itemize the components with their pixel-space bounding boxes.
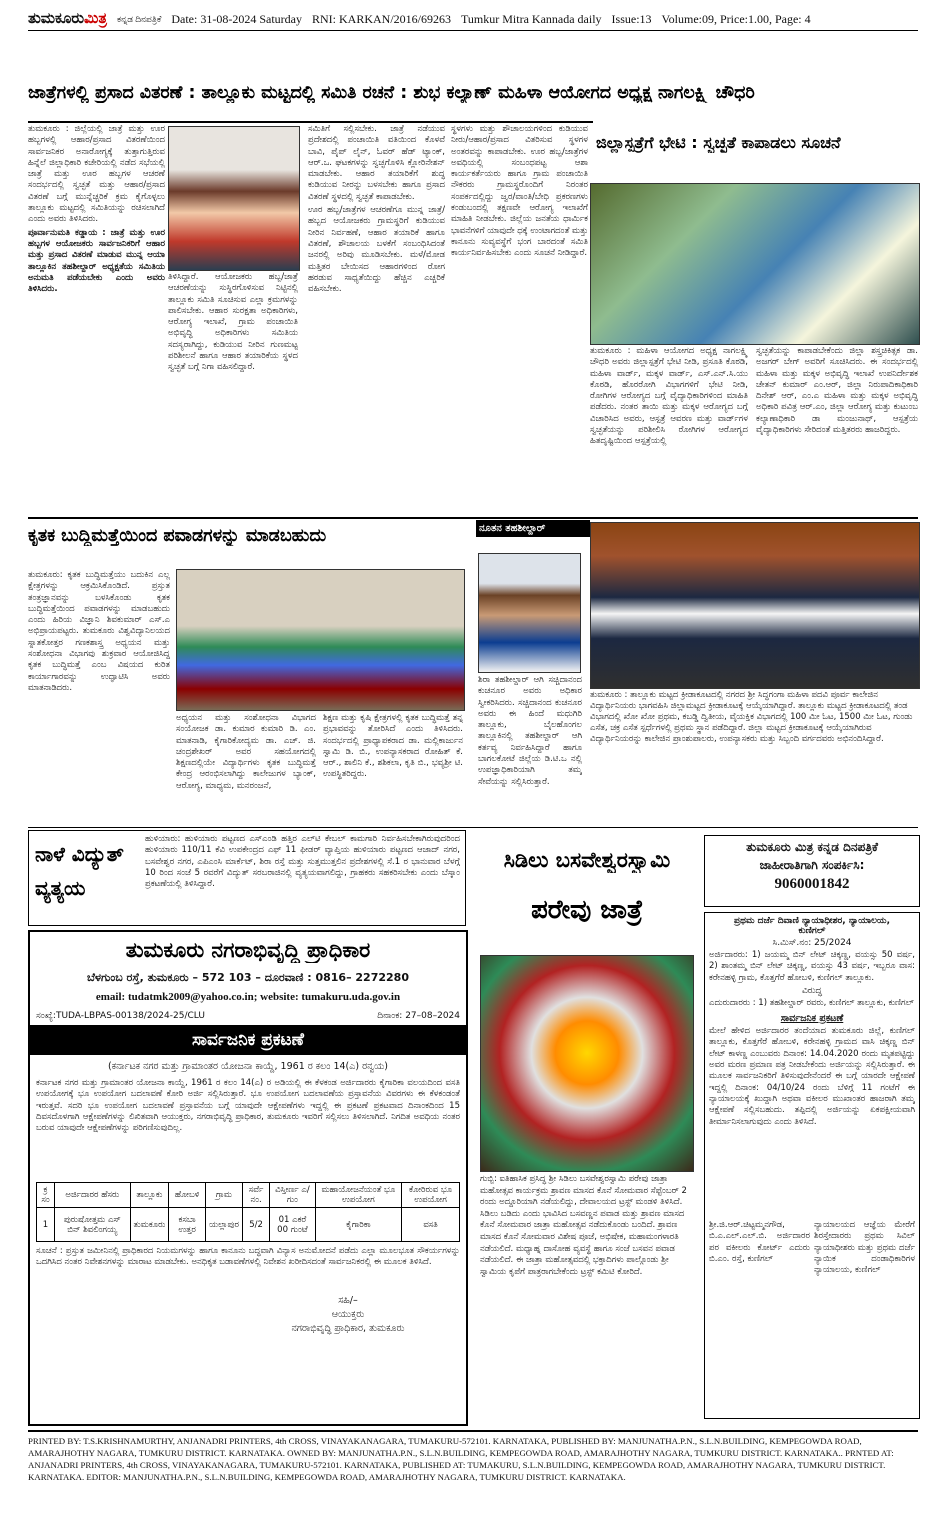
tuda-sign-2: ಆಯುಕ್ತರು (331, 1309, 365, 1320)
tuda-email: email: tudatmk2009@yahoo.co.in; website: tumakuru.uda.gov.in (95, 991, 401, 1003)
power-cut-text: ಹುಳಿಯಾರು: ಹುಳಿಯಾರು ಪಟ್ಟಣದ ಎಸ್‌ಎಂಡಿ ಹತ್ತಿರ ಎಲ್‌ಟಿ ಕೇಬಲ್ ಕಾಮಗಾರಿ ನಿರ್ವಹಿಸಬೇಕಾಗಿರುವುದರಿಂದ ಹುಳಿಯಾರು 110/11 ಕೆವಿ ಉಪಕೇಂದ್ರದ ಎಫ್ 11 ಫೀಡರ್ ವ್ಯಾಪ್ತಿಯ ಹುಳಿಯಾರು ಪಟ್ಟಣದ ಆಜಾದ್ ನಗರ, ಬಸವೇಶ್ವರ ನಗರ, ಎಪಿಎಂಸಿ ಮಾರ್ಕೆಟ್, ಶಿರಾ ರಸ್ತೆ ಮತ್ತು ಸುತ್ತಮುತ್ತಲಿನ ಪ್ರದೇಶಗಳಲ್ಲಿ ಸೆ.1 ರ ಭಾನುವಾರ ಬೆಳಗ್ಗೆ 10 ರಿಂದ ಸಂಜೆ 5 ರವರೆಗೆ ವಿದ್ಯುತ್ ಸರಬರಾಜಿನಲ್ಲಿ ವ್ಯತ್ಯಯವಾಗಲಿದ್ದು, ಗ್ರಾಹಕರು ಸಹಕರಿಸಬೇಕು ಎಂದು ಬೆಸ್ಕಾಂ ಪ್ರಕಟಣೆಯಲ್ಲಿ ತಿಳಿಸಿದ್ದಾರೆ. (145, 834, 460, 890)
petitioners: ಅರ್ಜಿದಾರರು: 1) ಜಯಮ್ಮ ಬಿನ್ ಲೇಟ್ ಚಿಕ್ಕಣ್ಣ, ವಯಸ್ಸು 50 ವರ್ಷ, 2) ಶಾಂತಮ್ಮ ಬಿನ್ ಲೇಟ್ ಚಿಕ್ಕಣ್ಣ, ವಯಸ್ಸು 43 ವರ್ಷ, ಇಬ್ಬರೂ ವಾಸ: ಕರೇನಹಳ್ಳಿ ಗ್ರಾಮ, ಕೊತ್ತಗೆರೆ ಹೋಬಳಿ, ಕುಣಿಗಲ್ ತಾಲ್ಲೂಕು. (709, 950, 915, 983)
table-header: ಮಹಾಯೋಜನೆಯಂತೆ ಭೂ ಉಪಯೋಗ (315, 1183, 401, 1208)
logo-subtitle: ಕನ್ನಡ ದಿನಪತ್ರಿಕೆ (116, 13, 162, 24)
sports-team-photo (590, 522, 920, 689)
story1-column-3 (308, 124, 445, 514)
power-cut-box (28, 830, 466, 926)
logo-red-text: ಮಿತ್ರ (84, 11, 107, 27)
court-signature: ನ್ಯಾಯಾಲಯದ ಆಜ್ಞೆಯ ಮೇರೆಗೆ ಶಿರಸ್ತೇದಾರರು ಪ್ರಥಮ ಸಿವಿಲ್ ನ್ಯಾಯಾಧೀಶರು ಮತ್ತು ಪ್ರಥಮ ದರ್ಜೆ ನ್ಯಾಯಿಕ ದಂಡಾಧಿಕಾರಿಗಳ ನ್ಯಾಯಾಲಯ, ಕುಣಿಗಲ್ (814, 1220, 915, 1276)
table-header: ಅರ್ಜಿದಾರರ ಹೆಸರು (55, 1183, 131, 1208)
story3-headline: ಕೃತಕ ಬುದ್ಧಿಮತ್ತೆಯಿಂದ ಪವಾಡಗಳನ್ನು ಮಾಡಬಹುದು (28, 526, 327, 546)
advocate-signature: ಶ್ರೀ.ಜಿ.ಆರ್.ಚಿಟ್ಟಮ್ಮನಗೌಡ, ಬಿ.ಎ.ಎಲ್.ಎಲ್.ಬಿ. ಅರ್ಜಿದಾರರ ಪರ ವಕೀಲರು ಕೋರ್ಟ್ ಎದುರು ಬಿ.ಎಂ. ರಸ್ತೆ, ಕುಣಿಗಲ್ (709, 1220, 810, 1265)
tuda-sign-1: ಸಹಿ/– (338, 1295, 358, 1306)
table-cell: ಯಲ್ಲಾಪುರ (205, 1208, 242, 1242)
volume-price-page: Volume:09, Price:1.00, Page: 4 (661, 11, 811, 26)
table-cell: ಕೈಗಾರಿಕಾ (315, 1208, 401, 1242)
tuda-note: ಸೂಚನೆ : ಪ್ರಸ್ತುತ ಜಮೀನಿನಲ್ಲಿ ಪ್ರಾಧಿಕಾರದ ನಿಯಮಗಳನ್ನು ಹಾಗೂ ಕಾನೂನು ಬದ್ಧವಾಗಿ ವಿನ್ಯಾಸ ಅನುಮೋದನೆ ಪಡೆದು ಎಲ್ಲಾ ಮೂಲಭೂತ ಸೌಕರ್ಯಗಳನ್ನು ಒದಗಿಸಿದ ನಂತರ ನಿವೇಶನಗಳನ್ನು ಮಾರಾಟ ಮಾಡಬೇಕು. ಅನಧಿಕೃತ ಬಡಾವಣೆಗಳಲ್ಲಿ ನಿವೇಶನ ಖರೀದಿಸದಂತೆ ಸಾರ್ವಜನಿಕರಲ್ಲಿ ಈ ಮೂಲಕ ತಿಳಿಸಿದೆ. (36, 1246, 460, 1268)
table-cell: ಕಸಬಾ ಉತ್ತರ (169, 1208, 206, 1242)
story2-column-2 (756, 346, 918, 514)
table-header: ವಿಸ್ತೀರ್ಣ ಎ/ಗುಂ (270, 1183, 315, 1208)
story3-paragraph: ಅಧ್ಯಯನ ಮತ್ತು ಸಂಶೋಧನಾ ವಿಭಾಗದ ಸಂಯೋಜಕ ಡಾ. ಕುಮಾರ ಕುಮಾರಿ ಡಿ. ಎಂ. ಮಾತನಾಡಿ, ಕೈಗಾರಿಕೋದ್ಯಮ ಡಾ. ಎಚ್. ಜಿ. ಚಂದ್ರಶೇಖರ್ ಅವರ ಸಹಯೋಗದಲ್ಲಿ ಶಿಕ್ಷಣದಲ್ಲಿಯೇ ವಿದ್ಯಾರ್ಥಿಗಳು ಕೃತಕ ಬುದ್ಧಿಮತ್ತೆ ಕೇಂದ್ರ ಆರಂಭಿಸಲಾಗಿದ್ದು ಕಾಲೇಜುಗಳ ಬ್ಯಾಂಕ್, ಆರೋಗ್ಯ, ಮಾಧ್ಯಮ, ಮನರಂಜನೆ, (176, 713, 316, 791)
story1-headline: ಜಾತ್ರೆಗಳಲ್ಲಿ ಪ್ರಸಾದ ವಿತರಣೆ : ತಾಲ್ಲೂಕು ಮಟ್ಟದಲ್ಲಿ ಸಮಿತಿ ರಚನೆ : ಶುಭ ಕಲ್ಯಾಣ್ ಮಹಿಳಾ ಆಯೋಗದ ಅಧ್ಯಕ್ಷ ನಾಗಲಕ್ಷ್ಮಿ ಚೌಧರಿ (28, 83, 755, 103)
tuda-act: (ಕರ್ನಾಟಕ ನಗರ ಮತ್ತು ಗ್ರಾಮಾಂತರ ಯೋಜನಾ ಕಾಯ್ದೆ, 1961 ರ ಕಲಂ 14(ಎ) ರನ್ವಯ) (108, 1061, 388, 1072)
case-number: ಸಿ.ಮಿಸ್.ನಂ: 25/2024 (772, 938, 852, 948)
respondent: ಎದುರುದಾರರು : 1) ತಹಶೀಲ್ದಾರ್ ರವರು, ಕುಣಿಗಲ್ ತಾಲ್ಲೂಕು, ಕುಣಿಗಲ್ (709, 997, 914, 1008)
contact-phone: 9060001842 (774, 876, 850, 892)
table-header: ಕೋರಿರುವ ಭೂ ಉಪಯೋಗ (402, 1183, 460, 1208)
imprint-footer: PRINTED BY: T.S.KRISHNAMURTHY, ANJANADRI PRINTERS, 4th CROSS, VINAYAKANAGARA, TUMAKURU-572101. KARNATAKA, PUBLISHED BY: MANJUNATHA.P.N., S.L.N.BUILDING, KEMPEGOWDA ROAD, AMARAJHOTHY NAGARA, TUMKURU DISTRICT. KARNATAKA. OWNED BY: MANJUNATHA.P.N., S.L.N.BUILDING, KEMPEGOWDA ROAD, AMARAJHOTHY NAGARA, TUMKURU DISTRICT. KARNATAKA.. PRNTED AT: ANJANADRI PRINTERS, 4th CROSS, VINAYAKANAGARA, TUMAKURU-572101. KARNATAKA, PUBLISHED AT: TUMAKURU, S.L.N.BUILDING, KEMPEGOWDA ROAD, AMARAJHOTHY NAGARA, TUMKURU DISTRICT. KARNATAKA. EDITOR: MANJUNATHA.P.N., S.L.N.BUILDING, KEMPEGOWDA ROAD, AMARAJHOTHY NAGARA, TUMKURU DISTRICT. KARNATAKA. (28, 1430, 918, 1483)
table-header: ತಾಲ್ಲೂಕು (130, 1183, 169, 1208)
story3-column-2 (176, 713, 316, 825)
issue-number: Issue:13 (611, 11, 652, 26)
story1-column-4 (451, 124, 588, 514)
advertise-contact-box (704, 835, 920, 907)
contact-line-2: ಜಾಹೀರಾತಿಗಾಗಿ ಸಂಪರ್ಕಿಸಿ: (759, 858, 865, 872)
divider (28, 827, 918, 828)
divider (28, 517, 918, 519)
divider (28, 121, 593, 123)
story3-paragraph: ತುಮಕೂರು: ಕೃತಕ ಬುದ್ಧಿಮತ್ತೆಯು ಬದುಕಿನ ಎಲ್ಲ ಕ್ಷೇತ್ರಗಳನ್ನು ಆಕ್ರಮಿಸಿಕೊಂಡಿದೆ. ಪ್ರಸ್ತುತ ತಂತ್ರಜ್ಞಾನವನ್ನು ಬಳಸಿಕೊಂಡು ಕೃತಕ ಬುದ್ಧಿಮತ್ತೆಯಿಂದ ಪವಾಡಗಳನ್ನು ಮಾಡಬಹುದು ಎಂದು ಹಿರಿಯ ವಿಜ್ಞಾನಿ ಶಿವಕುಮಾರ್ ಎಸ್.ಎ ಅಭಿಪ್ರಾಯಪಟ್ಟರು. ತುಮಕೂರು ವಿಶ್ವವಿದ್ಯಾನಿಲಯದ ಸ್ನಾತಕೋತ್ತರ ಗಣಕಶಾಸ್ತ್ರ ಅಧ್ಯಯನ ಮತ್ತು ಸಂಶೋಧನಾ ವಿಭಾಗವು ಶುಕ್ರವಾರ ಆಯೋಜಿಸಿದ್ದ ಕೃತಕ ಬುದ್ಧಿಮತ್ತೆ ಎಂಬ ವಿಷಯದ ಕುರಿತ ಕಾರ್ಯಾಗಾರವನ್ನು ಉದ್ಘಾಟಿಸಿ ಅವರು ಮಾತನಾಡಿದರು. (28, 570, 170, 693)
court-notice-box (704, 912, 920, 1419)
sports-caption: ತುಮಕೂರು : ತಾಲ್ಲೂಕು ಮಟ್ಟದ ಕ್ರೀಡಾಕೂಟದಲ್ಲಿ ನಗರದ ಶ್ರೀ ಸಿದ್ಧಗಂಗಾ ಮಹಿಳಾ ಪದವಿ ಪೂರ್ವ ಕಾಲೇಜಿನ ವಿದ್ಯಾರ್ಥಿನಿಯರು ಭಾಗವಹಿಸಿ ಜಿಲ್ಲಾಮಟ್ಟದ ಕ್ರೀಡಾಕೂಟಕ್ಕೆ ಆಯ್ಕೆಯಾಗಿದ್ದಾರೆ. ತಾಲ್ಲೂಕು ಮಟ್ಟದ ಕ್ರೀಡಾಕೂಟದಲ್ಲಿ ತಂಡ ವಿಭಾಗದಲ್ಲಿ ಖೋ ಖೋ ಪ್ರಥಮ, ಕಬಡ್ಡಿ ದ್ವಿತೀಯ, ವೈಯಕ್ತಿಕ ವಿಭಾಗದಲ್ಲಿ 100 ಮೀ ಓಟ, 1500 ಮೀ ಓಟ, ಗುಂಡು ಎಸೆತ, ಚಕ್ರ ಎಸೆತ ಸ್ಪರ್ಧೆಗಳಲ್ಲಿ ಪ್ರಥಮ ಸ್ಥಾನ ಪಡೆದಿದ್ದಾರೆ. ಜಿಲ್ಲಾ ಮಟ್ಟದ ಕ್ರೀಡಾಕೂಟಕ್ಕೆ ಆಯ್ಕೆಯಾಗಿರುವ ವಿದ್ಯಾರ್ಥಿನಿಯರನ್ನು ಕಾಲೇಜಿನ ಪ್ರಾಂಶುಪಾಲರು, ಉಪನ್ಯಾಸಕರು ಮತ್ತು ಸಿಬ್ಬಂದಿ ವರ್ಗದವರು ಅಭಿನಂದಿಸಿದ್ದಾರೆ. (590, 690, 913, 744)
newspaper-logo (28, 10, 107, 28)
table-header: ಸರ್ವೆ ನಂ. (242, 1183, 269, 1208)
tuda-sign-3: ನಗರಾಭಿವೃದ್ಧಿ ಪ್ರಾಧಿಕಾರ, ತುಮಕೂರು (291, 1323, 405, 1334)
story2-column-1 (590, 346, 748, 514)
story1-paragraph: ತುಮಕೂರು : ಜಿಲ್ಲೆಯಲ್ಲಿ ಜಾತ್ರೆ ಮತ್ತು ಊರ ಹಬ್ಬಗಳಲ್ಲಿ ಆಹಾರ/ಪ್ರಸಾದ ವಿತರಣೆಯಿಂದ ಸಾರ್ವಜನಿಕರ ಅನಾರೋಗ್ಯಕ್ಕೆ ತುತ್ತಾಗುತ್ತಿರುವ ಹಿನ್ನೆಲೆ ಜಿಲ್ಲಾಧಿಕಾರಿ ಕಚೇರಿಯಲ್ಲಿ ನಡೆದ ಸಭೆಯಲ್ಲಿ ಜಾತ್ರೆ ಮತ್ತು ಊರ ಹಬ್ಬಗಳ ಆಚರಣೆ ಸಂದರ್ಭದಲ್ಲಿ ಸ್ವಚ್ಛತೆ ಮತ್ತು ಆಹಾರ/ಪ್ರಸಾದ ವಿತರಣೆ ಬಗ್ಗೆ ಮುನ್ನೆಚ್ಚರಿಕೆ ಕ್ರಮ ಕೈಗೊಳ್ಳಲು ತಾಲ್ಲೂಕು ಮಟ್ಟದಲ್ಲಿ ಸಮಿತಿಯನ್ನು ರಚಿಸಲಾಗಿದೆ ಎಂದು ಅವರು ತಿಳಿಸಿದರು. (28, 124, 165, 225)
tuda-notice-banner: ಸಾರ್ವಜನಿಕ ಪ್ರಕಟಣೆ (30, 1025, 466, 1055)
story2-headline: ಜಿಲ್ಲಾಸ್ಪತ್ರೆಗೆ ಭೇಟಿ : ಸ್ವಚ್ಛತೆ ಕಾಪಾಡಲು ಸೂಚನೆ (596, 133, 841, 152)
table-cell: 01 ಎಕರೆ 00 ಗುಂಟೆ (270, 1208, 315, 1242)
issue-date: Date: 31-08-2024 Saturday (171, 11, 302, 26)
court-title: ಪ್ರಥಮ ದರ್ಜೆ ದಿವಾಣಿ ನ್ಯಾಯಾಧೀಶರ, ನ್ಯಾಯಾಲಯ, (734, 916, 890, 926)
portrait-photo (168, 126, 300, 271)
court-notice-body: ಮೇಲೆ ಹೇಳಿದ ಅರ್ಜಿದಾರರ ತಂದೆಯಾದ ತುಮಕೂರು ಜಿಲ್ಲೆ, ಕುಣಿಗಲ್ ತಾಲ್ಲೂಕು, ಕೊತ್ತಗೆರೆ ಹೋಬಳಿ, ಕರೇನಹಳ್ಳಿ ಗ್ರಾಮದ ವಾಸಿ ಚಿಕ್ಕಣ್ಣ ಬಿನ್ ಲೇಟ್ ಕಾಳಣ್ಣ ಎಂಬುವರು ದಿನಾಂಕ: 14.04.2020 ರಂದು ಮೃತಪಟ್ಟಿದ್ದು ಅವರ ಮರಣ ಪ್ರಮಾಣ ಪತ್ರ ನೀಡಬೇಕೆಂದು ಅರ್ಜಿಯನ್ನು ಸಲ್ಲಿಸಿರುತ್ತಾರೆ. ಈ ಮೂಲಕ ಸಾರ್ವಜನಿಕರಿಗೆ ತಿಳಿಸುವುದೇನೆಂದರೆ ಈ ಬಗ್ಗೆ ಯಾರದೇ ಆಕ್ಷೇಪಣೆ ಇದ್ದಲ್ಲಿ ದಿನಾಂಕ: 04/10/24 ರಂದು ಬೆಳಿಗ್ಗೆ 11 ಗಂಟೆಗೆ ಈ ನ್ಯಾಯಾಲಯಕ್ಕೆ ಖುದ್ದಾಗಿ ಅಥವಾ ವಕೀಲರ ಮುಖಾಂತರ ಹಾಜರಾಗಿ ತಮ್ಮ ಆಕ್ಷೇಪಣೆ ಸಲ್ಲಿಸಬಹುದು. ತಪ್ಪಿದಲ್ಲಿ ಅರ್ಜಿಯನ್ನು ಏಕಪಕ್ಷೀಯವಾಗಿ ತೀರ್ಮಾನಿಸಲಾಗುವುದು ಎಂದು ತಿಳಿಸಿದೆ. (709, 1026, 915, 1127)
logo-text: ತುಮಕೂರು (28, 11, 85, 27)
table-cell: ಪುರುಷೋತ್ತಮ ಎಸ್ ಬಿನ್ ಶಿವಲಿಂಗಯ್ಯ (55, 1208, 131, 1242)
workshop-group-photo (176, 569, 465, 711)
story1-paragraph: ಊರ ಹಬ್ಬ/ಜಾತ್ರೆಗಳ ಆಚರಣೆಗೂ ಮುನ್ನ ಜಾತ್ರೆ/ಹಬ್ಬದ ಆಯೋಜಕರು ಗ್ರಾಮಸ್ಥರಿಗೆ ಕುಡಿಯುವ ನೀರಿನ ನಿರ್ವಹಣೆ, ಆಹಾರ ತಯಾರಿಕೆ ಹಾಗೂ ವಿತರಣೆ, ಶೌಚಾಲಯ ಬಳಕೆಗೆ ಸಂಬಂಧಿಸಿದಂತೆ ಜನರಲ್ಲಿ ಅರಿವು ಮೂಡಿಸಬೇಕು. ಮಳೆ/ಮೋಡ ಮತ್ತಿತರ ಬೇಯಿಸದ ಆಹಾರಗಳಿಂದ ರೋಗ ಹರಡುವ ಸಾಧ್ಯತೆಯಿದ್ದು ಹೆಚ್ಚಿನ ಎಚ್ಚರಿಕೆ ವಹಿಸಬೇಕು. (308, 205, 445, 295)
hospital-visit-photo (590, 183, 920, 345)
tahsildar-headline: ನೂತನ ತಹಶೀಲ್ದಾರ್ (476, 520, 590, 537)
table-header: ಹೋಬಳಿ (169, 1183, 206, 1208)
table-header: ಗ್ರಾಮ (205, 1183, 242, 1208)
table-cell: 1 (37, 1208, 55, 1242)
sidilu-headline-2: ಪರೇವು ಜಾತ್ರೆ (531, 895, 643, 925)
table-row (37, 1208, 460, 1242)
story1-paragraph: ಪೂರ್ವಾನುಮತಿ ಕಡ್ಡಾಯ : ಜಾತ್ರೆ ಮತ್ತು ಊರ ಹಬ್ಬಗಳ ಆಯೋಜಕರು ಸಾರ್ವಜನಿಕರಿಗೆ ಆಹಾರ ಮತ್ತು ಪ್ರಸಾದ ವಿತರಣೆ ಮಾಡುವ ಮುನ್ನ ಆಯಾ ತಾಲ್ಲೂಕಿನ ತಹಶೀಲ್ದಾರ್ ಅಧ್ಯಕ್ಷತೆಯ ಸಮಿತಿಯ ಅನುಮತಿ ಪಡೆಯಬೇಕು ಎಂದು ಅವರು ತಿಳಿಸಿದರು. (28, 227, 165, 295)
tahsildar-photo (478, 553, 581, 673)
contact-line-1: ತುಮಕೂರು ಮಿತ್ರ ಕನ್ನಡ ದಿನಪತ್ರಿಕೆ (746, 840, 878, 854)
sidilu-caption: ಗುಬ್ಬಿ: ಐತಿಹಾಸಿಕ ಪ್ರಸಿದ್ಧ ಶ್ರೀ ಸಿಡಿಲು ಬಸವೇಶ್ವರಸ್ವಾಮಿ ಪರೇವು ಜಾತ್ರಾ ಮಹೋತ್ಸವ ಕಾರ್ಯಕ್ರಮ ಶ್ರಾವಣ ಮಾಸದ ಕೊನೆ ಸೋಮವಾರ ಸೆಪ್ಟೆಂಬರ್ 2 ರಂದು ಅದ್ದೂರಿಯಾಗಿ ನಡೆಯಲಿದ್ದು, ದೇವಾಲಯದ ಟ್ರಸ್ಟ್ ಮಂಡಳಿ ತಿಳಿಸಿದೆ. ಸಿಡಿಲು ಬಡಿದು ಎಂದು ಭಾವಿಸಿದ ಬಸವಣ್ಣನ ಪವಾಡ ಮತ್ತು ಶ್ರಾವಣ ಮಾಸದ ಕೊನೆ ಸೋಮವಾರ ಜಾತ್ರಾ ಮಹೋತ್ಸವ ನಡೆದುಕೊಂಡು ಬಂದಿದೆ. ಶ್ರಾವಣ ಮಾಸದ ಕೊನೆ ಸೋಮವಾರ ವಿಶೇಷ ಪೂಜೆ, ಅಭಿಷೇಕ, ಮಹಾಮಂಗಳಾರತಿ ನಡೆಯಲಿದೆ. ಮಧ್ಯಾಹ್ನ ದಾಸೋಹ ವ್ಯವಸ್ಥೆ ಹಾಗೂ ಸಂಜೆ ಬಸವನ ಪವಾಡ ನಡೆಯಲಿದೆ. ಈ ಜಾತ್ರಾ ಮಹೋತ್ಸವದಲ್ಲಿ ಭಕ್ತಾದಿಗಳು ಪಾಲ್ಗೊಂಡು ಶ್ರೀ ಸ್ವಾಮಿಯ ಕೃಪೆಗೆ ಪಾತ್ರರಾಗಬೇಕೆಂದು ಟ್ರಸ್ಟ್ ಕಮಿಟಿ ಕೋರಿದೆ. (480, 1174, 687, 1277)
versus-label: ವಿರುದ್ಧ (802, 985, 822, 996)
story3-paragraph: ಶಿಕ್ಷಣ ಮತ್ತು ಕೃಷಿ ಕ್ಷೇತ್ರಗಳಲ್ಲಿ ಕೃತಕ ಬುದ್ಧಿಮತ್ತೆ ತನ್ನ ಪ್ರಭಾವವನ್ನು ತೋರಿಸಿದೆ ಎಂದು ತಿಳಿಸಿದರು. ಸಂದರ್ಭದಲ್ಲಿ ಪ್ರಾಧ್ಯಾಪಕರಾದ ಡಾ. ಮಲ್ಲಿಕಾರ್ಜುನ ಸ್ವಾಮಿ ಡಿ. ಬಿ., ಉಪನ್ಯಾಸಕರಾದ ರೋಹಿತ್ ಕೆ. ಆರ್., ಶಾಲಿನಿ ಕೆ., ಶಶಿಕಲಾ, ಕೃತಿ ಬಿ., ಭವ್ಯಶ್ರೀ ಟಿ. ಉಪಸ್ಥಿತರಿದ್ದರು. (323, 713, 463, 780)
rni-number: RNI: KARKAN/2016/69263 (311, 11, 451, 26)
masthead (28, 8, 918, 31)
tahsildar-paragraph: ಶಿರಾ ತಹಶೀಲ್ದಾರ್ ಆಗಿ ಸಚ್ಚಿದಾನಂದ ಕುಚನೂರ ಅವರು ಅಧಿಕಾರ ಸ್ವೀಕರಿಸಿದರು. ಸಚ್ಚಿದಾನಂದ ಕುಚನೂರ ಅವರು ಈ ಹಿಂದೆ ಮಧುಗಿರಿ ತಾಲ್ಲೂಕು, ಬೈಲಹೊಂಗಲ ತಾಲ್ಲೂಕಿನಲ್ಲಿ ತಹಶೀಲ್ದಾರ್ ಆಗಿ ಕರ್ತವ್ಯ ನಿರ್ವಹಿಸಿದ್ದಾರೆ ಹಾಗೂ ಬಾಗಲಕೋಟೆ ಜಿಲ್ಲೆಯ ಡಿ.ಟಿ.ಒ ನಲ್ಲಿ ಉಪಜ್ಞಾಧಿಕಾರಿಯಾಗಿ ತಮ್ಮ ಸೇವೆಯನ್ನು ಸಲ್ಲಿಸಿರುತ್ತಾರೆ. (478, 675, 582, 787)
story1-column-1 (28, 124, 165, 514)
table-header: ಕ್ರ ಸಂ (37, 1183, 55, 1208)
table-cell: 5/2 (242, 1208, 269, 1242)
story2-paragraph: ತುಮಕೂರು : ಮಹಿಳಾ ಆಯೋಗದ ಅಧ್ಯಕ್ಷ ನಾಗಲಕ್ಷ್ಮಿ ಚೌಧರಿ ಅವರು ಜಿಲ್ಲಾಸ್ಪತ್ರೆಗೆ ಭೇಟಿ ನೀಡಿ, ಪ್ರಸೂತಿ ಕೊಠಡಿ, ಮಹಿಳಾ ವಾರ್ಡ್, ಮಕ್ಕಳ ವಾರ್ಡ್, ಎಸ್.ಎನ್.ಸಿ.ಯು ಕೊಠಡಿ, ಹೊರರೋಗಿ ವಿಭಾಗಗಳಿಗೆ ಭೇಟಿ ನೀಡಿ, ರೋಗಿಗಳ ಆರೋಗ್ಯದ ಬಗ್ಗೆ ವೈದ್ಯಾಧಿಕಾರಿಗಳಿಂದ ಮಾಹಿತಿ ಪಡೆದರು. ನಂತರ ತಾಯಿ ಮತ್ತು ಮಕ್ಕಳ ಆರೋಗ್ಯದ ಬಗ್ಗೆ ವಿಚಾರಿಸಿದ ಅವರು, ಆಸ್ಪತ್ರೆ ಆವರಣ ಮತ್ತು ವಾರ್ಡ್‌ಗಳ ಸ್ವಚ್ಛತೆಯನ್ನು ಪರಿಶೀಲಿಸಿ ರೋಗಿಗಳ ಆರೋಗ್ಯದ ಹಿತದೃಷ್ಟಿಯಿಂದ ಆಸ್ಪತ್ರೆಯಲ್ಲಿ (590, 346, 748, 447)
tuda-address: ಬೆಳಗುಂಬ ರಸ್ತೆ, ತುಮಕೂರು – 572 103 – ದೂರವಾಣಿ : 0816– 2272280 (87, 971, 409, 984)
tahsildar-text (478, 675, 582, 825)
story1-paragraph: ಸಮಿತಿಗೆ ಸಲ್ಲಿಸಬೇಕು. ಜಾತ್ರೆ ನಡೆಯುವ ಪ್ರದೇಶದಲ್ಲಿ ಪಂಚಾಯಿತಿ ವತಿಯಿಂದ ಕೊಳವೆ ಬಾವಿ, ಪೈಪ್ ಲೈನ್, ಓವರ್ ಹೆಡ್ ಟ್ಯಾಂಕ್, ಆರ್.ಒ. ಘಟಕಗಳನ್ನು ಸ್ವಚ್ಛಗೊಳಿಸಿ ಕ್ಲೋರಿನೇಶನ್ ಮಾಡಬೇಕು. ಆಹಾರ ತಯಾರಿಕೆಗೆ ಶುದ್ಧ ಕುಡಿಯುವ ನೀರನ್ನು ಬಳಸಬೇಕು ಹಾಗೂ ಪ್ರಸಾದ ವಿತರಣೆ ಸ್ಥಳದಲ್ಲಿ ಸ್ವಚ್ಛತೆ ಕಾಪಾಡಬೇಕು. (308, 124, 445, 202)
power-cut-headline: ನಾಳೆ ವಿದ್ಯುತ್ ವ್ಯತ್ಯಯ (35, 842, 124, 900)
story3-column-3 (323, 713, 463, 825)
story1-paragraph: ತಿಳಿಸಿದ್ದಾರೆ. ಆಯೋಜಕರು ಹಬ್ಬ/ಜಾತ್ರೆ ಆಚರಣೆಯನ್ನು ಸುಸ್ಥಿರಗೊಳಿಸುವ ನಿಟ್ಟಿನಲ್ಲಿ ತಾಲ್ಲೂಕು ಸಮಿತಿ ಸೂಚಿಸುವ ಎಲ್ಲಾ ಕ್ರಮಗಳನ್ನು ಪಾಲಿಸಬೇಕು. ಆಹಾರ ಸುರಕ್ಷತಾ ಅಧಿಕಾರಿಗಳು, ಆರೋಗ್ಯ ಇಲಾಖೆ, ಗ್ರಾಮ ಪಂಚಾಯಿತಿ ಅಭಿವೃದ್ಧಿ ಅಧಿಕಾರಿಗಳು ಸಮಿತಿಯ ಸದಸ್ಯರಾಗಿದ್ದು, ಕುಡಿಯುವ ನೀರಿನ ಗುಣಮಟ್ಟ ಪರಿಶೀಲನೆ ಹಾಗೂ ಆಹಾರ ತಯಾರಿಕೆಯ ಸ್ಥಳದ ಸ್ವಚ್ಛತೆ ಬಗ್ಗೆ ನಿಗಾ ವಹಿಸಲಿದ್ದಾರೆ. (168, 272, 298, 373)
temple-idol-photo (480, 955, 694, 1172)
tuda-reference: ಸಂಖ್ಯೆ:TUDA-LBPAS-00138/2024-25/CLU (36, 1011, 205, 1021)
sidilu-headline-1: ಸಿಡಿಲು ಬಸವೇಶ್ವರಸ್ವಾಮಿ (503, 848, 671, 872)
table-cell: ವಸತಿ (402, 1208, 460, 1242)
table-header-row (37, 1183, 460, 1208)
tuda-body: ಕರ್ನಾಟಕ ನಗರ ಮತ್ತು ಗ್ರಾಮಾಂತರ ಯೋಜನಾ ಕಾಯ್ದೆ, 1961 ರ ಕಲಂ 14(ಎ) ರ ಅಡಿಯಲ್ಲಿ ಈ ಕೆಳಕಂಡ ಅರ್ಜಿದಾರರು ಕೈಗಾರಿಕಾ ವಲಯದಿಂದ ವಸತಿ ಉಪಯೋಗಕ್ಕೆ ಭೂ ಉಪಯೋಗ ಬದಲಾವಣೆ ಕೋರಿ ಅರ್ಜಿ ಸಲ್ಲಿಸಿರುತ್ತಾರೆ. ಭೂ ಉಪಯೋಗ ಬದಲಾವಣೆಯ ಪ್ರಸ್ತಾವನೆಯ ವಿವರಗಳು ಈ ಕೆಳಕಂಡಂತೆ ಇರುತ್ತವೆ. ಸದರಿ ಭೂ ಉಪಯೋಗ ಬದಲಾವಣೆ ಪ್ರಸ್ತಾವನೆಯ ಬಗ್ಗೆ ಯಾವುದೇ ಆಕ್ಷೇಪಣೆಗಳು ಇದ್ದಲ್ಲಿ ಈ ಪ್ರಕಟಣೆ ಪ್ರಕಟವಾದ ದಿನಾಂಕದಿಂದ 15 ದಿವಸದೊಳಗಾಗಿ ಆಕ್ಷೇಪಣೆಗಳನ್ನು ಲಿಖಿತವಾಗಿ ಆಯುಕ್ತರು, ನಗರಾಭಿವೃದ್ಧಿ ಪ್ರಾಧಿಕಾರ, ತುಮಕೂರು ಇವರಿಗೆ ಸಲ್ಲಿಸಲು ತಿಳಿಸಲಾಗಿದೆ. ನಿಗದಿತ ಅವಧಿಯ ನಂತರ ಬರುವ ಯಾವುದೇ ಆಕ್ಷೇಪಣೆಗಳನ್ನು ಪರಿಗಣಿಸುವುದಿಲ್ಲ. (36, 1078, 460, 1134)
story1-column-2 (168, 272, 298, 514)
tuda-table (36, 1182, 460, 1242)
tuda-notice-box (28, 930, 468, 1426)
court-location: ಕುಣಿಗಲ್ (798, 926, 826, 936)
table-cell: ತುಮಕೂರು (130, 1208, 169, 1242)
tuda-title: ತುಮಕೂರು ನಗರಾಭಿವೃದ್ಧಿ ಪ್ರಾಧಿಕಾರ (125, 938, 371, 962)
story1-paragraph: ಸ್ಥಳಗಳು ಮತ್ತು ಶೌಚಾಲಯಗಳಿಂದ ಕುಡಿಯುವ ನೀರು/ಆಹಾರ/ಪ್ರಸಾದ ವಿತರಿಸುವ ಸ್ಥಳಗಳ ಅಂತರವನ್ನು ಕಾಪಾಡಬೇಕು. ಊರ ಹಬ್ಬ/ಜಾತ್ರೆಗಳ ಅವಧಿಯಲ್ಲಿ ಸಂಬಂಧಪಟ್ಟ ಆಶಾ ಕಾರ್ಯಕರ್ತೆಯರು ಹಾಗೂ ಗ್ರಾಮ ಪಂಚಾಯಿತಿ ನೌಕರರು ಗ್ರಾಮಸ್ಥರೊಂದಿಗೆ ನಿರಂತರ ಸಂಪರ್ಕದಲ್ಲಿದ್ದು ಜ್ವರ/ವಾಂತಿ/ಬೇಧಿ ಪ್ರಕರಣಗಳು ಕಂಡುಬಂದಲ್ಲಿ ತಕ್ಷಣವೇ ಆರೋಗ್ಯ ಇಲಾಖೆಗೆ ಮಾಹಿತಿ ನೀಡಬೇಕು. ಜಿಲ್ಲೆಯ ಜನತೆಯ ಧಾರ್ಮಿಕ ಭಾವನೆಗಳಿಗೆ ಯಾವುದೇ ಧಕ್ಕೆ ಉಂಟಾಗದಂತೆ ಮತ್ತು ಕಾನೂನು ಸುವ್ಯವಸ್ಥೆಗೆ ಭಂಗ ಬಾರದಂತೆ ಸಮಿತಿ ಕಾರ್ಯನಿರ್ವಹಿಸಬೇಕು ಎಂದು ಸೂಚನೆ ನೀಡಿದ್ದಾರೆ. (451, 124, 588, 259)
paper-name: Tumkur Mitra Kannada daily (461, 11, 602, 26)
story3-column-1 (28, 570, 170, 825)
tuda-date: ದಿನಾಂಕ: 27–08–2024 (377, 1011, 460, 1021)
court-notice-title: ಸಾರ್ವಜನಿಕ ಪ್ರಕಟಣೆ (780, 1013, 844, 1025)
story2-paragraph: ಸ್ವಚ್ಛತೆಯನ್ನು ಕಾಪಾಡಬೇಕೆಂದು ಜಿಲ್ಲಾ ಶಸ್ತ್ರಚಿಕಿತ್ಸಕ ಡಾ. ಅಜಗರ್ ಬೇಗ್ ಅವರಿಗೆ ಸೂಚಿಸಿದರು. ಈ ಸಂದರ್ಭದಲ್ಲಿ ಮಹಿಳಾ ಮತ್ತು ಮಕ್ಕಳ ಅಭಿವೃದ್ಧಿ ಇಲಾಖೆ ಉಪನಿರ್ದೇಶಕ ಚೇತನ್ ಕುಮಾರ್ ಎಂ.ಆರ್, ಜಿಲ್ಲಾ ನಿರುಪಾದಿಕಾಧಿಕಾರಿ ದಿನೇಶ್ ಆರ್, ಎಂ.ಎ ಮಹಿಳಾ ಮತ್ತು ಮಕ್ಕಳ ಅಭಿವೃದ್ಧಿ ಅಧಿಕಾರಿ ಪವಿತ್ರ ಆರ್.ಎಂ, ಜಿಲ್ಲಾ ಆರೋಗ್ಯ ಮತ್ತು ಕುಟುಂಬ ಕಲ್ಯಾಣಾಧಿಕಾರಿ ಡಾ ಮಂಜುನಾಥ್, ಆಸ್ಪತ್ರೆಯ ವೈದ್ಯಾಧಿಕಾರಿಗಳು ಸೇರಿದಂತೆ ಮತ್ತಿತರರು ಹಾಜರಿದ್ದರು. (756, 346, 918, 436)
